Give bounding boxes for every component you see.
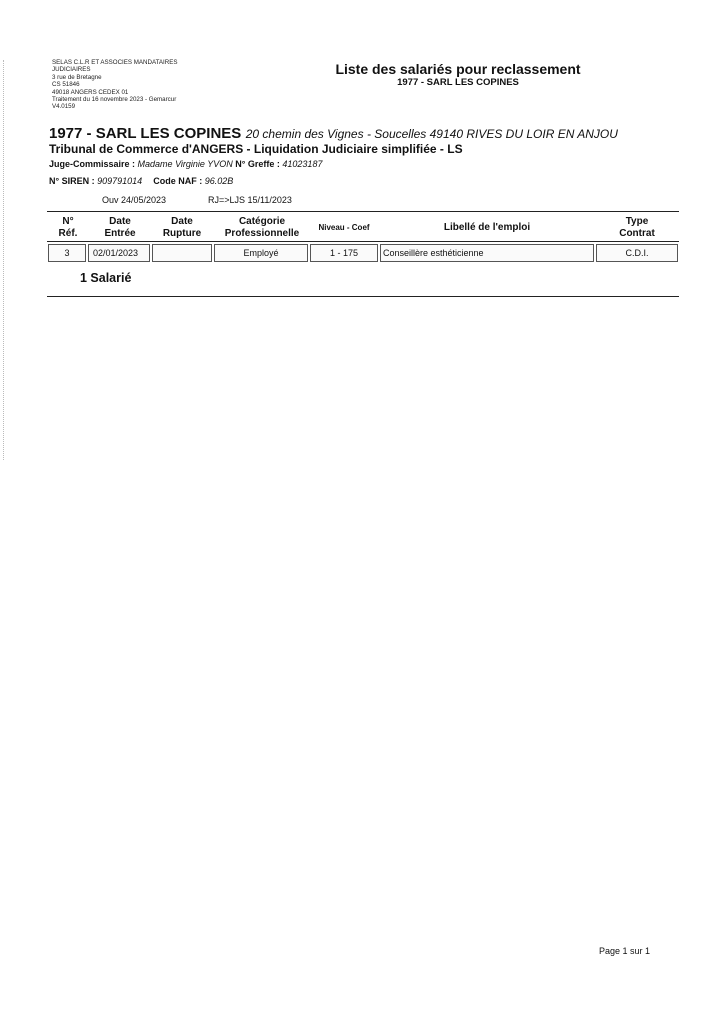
scan-margin-line	[3, 60, 4, 460]
sender-line: 49018 ANGERS CEDEX 01	[52, 88, 129, 96]
column-header-niveau: Niveau - Coef	[318, 223, 370, 232]
cell-libelle: Conseillère esthéticienne	[380, 244, 594, 262]
greffe-label: N° Greffe :	[235, 159, 280, 169]
cell-date-entree: 02/01/2023	[88, 244, 150, 262]
sender-address-block	[52, 59, 222, 111]
sender-line: CS 51846	[52, 81, 80, 89]
document-title: Liste des salariés pour reclassement	[335, 61, 581, 77]
cell-niveau: 1 - 175	[310, 244, 378, 262]
company-line	[49, 125, 618, 143]
column-header-libelle: Libellé de l'emploi	[443, 222, 531, 233]
naf-label: Code NAF :	[153, 176, 203, 186]
page-number: Page 1 sur 1	[599, 946, 651, 956]
table-top-rule	[47, 211, 679, 212]
document-subtitle: 1977 - SARL LES COPINES	[397, 77, 519, 88]
sender-line: SELAS C.L.R ET ASSOCIES MANDATAIRES	[52, 59, 178, 66]
column-header-ref: N° Réf.	[58, 216, 78, 239]
cell-ref: 3	[48, 244, 86, 262]
cell-date-rupture	[152, 244, 212, 262]
siren-label: N° SIREN :	[49, 176, 95, 186]
employee-count: 1 Salarié	[80, 271, 132, 285]
juge-value: Madame Virginie YVON	[137, 159, 233, 169]
greffe-value: 41023187	[282, 159, 323, 169]
conversion-date: RJ=>LJS 15/11/2023	[208, 195, 292, 205]
company-address: 20 chemin des Vignes - Soucelles 49140 RIVES DU LOIR EN ANJOU	[245, 127, 618, 141]
sender-line: V4.0159	[52, 103, 76, 111]
sender-line: JUDICIAIRES	[52, 66, 91, 74]
cell-categorie: Employé	[214, 244, 308, 262]
ouverture-date: Ouv 24/05/2023	[102, 195, 167, 205]
column-header-type-contrat: Type Contrat	[619, 216, 655, 239]
column-header-date-rupture: Date Rupture	[162, 216, 202, 239]
table-bottom-rule	[47, 296, 679, 297]
sender-line: Traitement du 16 novembre 2023 - Gemarcur	[52, 96, 177, 104]
column-header-date-entree: Date Entrée	[104, 216, 136, 239]
sender-line: 3 rue de Bretagne	[52, 73, 102, 81]
naf-value: 96.02B	[204, 176, 234, 186]
juge-line	[49, 159, 322, 169]
column-header-categorie: Catégorie Professionnelle	[224, 216, 300, 239]
cell-type-contrat: C.D.I.	[596, 244, 678, 262]
siren-line	[49, 176, 233, 186]
company-name: 1977 - SARL LES COPINES	[49, 125, 242, 142]
juge-label: Juge-Commissaire :	[49, 159, 136, 169]
table-header-rule	[47, 241, 679, 242]
siren-value: 909791014	[97, 176, 143, 186]
tribunal-line: Tribunal de Commerce d'ANGERS - Liquidation Judiciaire simplifiée - LS	[49, 142, 463, 156]
